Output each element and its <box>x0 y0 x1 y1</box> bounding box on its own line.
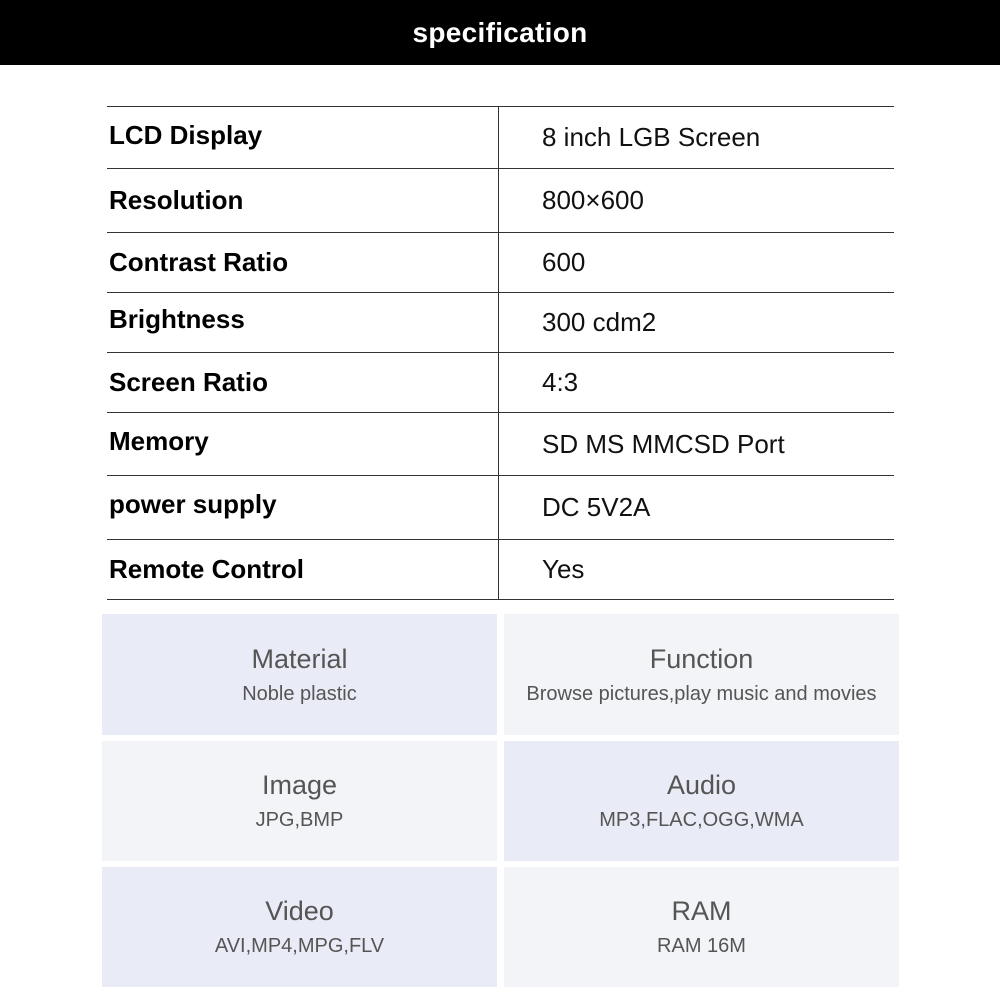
feature-card-audio <box>504 741 899 861</box>
feature-value: Noble plastic <box>242 682 357 705</box>
spec-label: power supply <box>107 476 499 539</box>
feature-value: Browse pictures,play music and movies <box>526 682 877 705</box>
spec-row-memory <box>107 413 894 476</box>
spec-row-brightness <box>107 293 894 353</box>
spec-label: LCD Display <box>107 107 499 168</box>
spec-label: Resolution <box>107 169 499 232</box>
feature-card-video <box>102 867 497 987</box>
spec-value: 600 <box>542 247 586 277</box>
page-title: specification <box>412 16 588 48</box>
spec-value: SD MS MMCSD Port <box>542 428 785 459</box>
spec-row-remote-control <box>107 540 894 600</box>
feature-card-material <box>102 614 497 735</box>
spec-value: DC 5V2A <box>542 492 651 522</box>
feature-title: Material <box>251 643 348 674</box>
spec-value: 4:3 <box>542 367 579 397</box>
spec-row-resolution <box>107 169 894 233</box>
feature-card-ram <box>504 867 899 987</box>
spec-label: Screen Ratio <box>107 353 499 412</box>
feature-card-image <box>102 741 497 861</box>
feature-grid <box>102 614 899 987</box>
spec-row-screen-ratio <box>107 353 894 413</box>
spec-label: Contrast Ratio <box>107 233 499 292</box>
feature-card-function <box>504 614 899 735</box>
feature-value: MP3,FLAC,OGG,WMA <box>599 809 804 831</box>
spec-label: Memory <box>107 413 499 475</box>
feature-title: Function <box>649 643 754 674</box>
spec-value: 800×600 <box>542 185 644 215</box>
feature-value: AVI,MP4,MPG,FLV <box>214 935 385 957</box>
spec-value: 8 inch LGB Screen <box>542 122 761 152</box>
feature-title: Image <box>261 770 338 800</box>
spec-row-contrast-ratio <box>107 233 894 293</box>
page-header <box>0 0 1000 65</box>
feature-title: Audio <box>666 770 737 800</box>
feature-title: Video <box>265 896 334 926</box>
feature-value: JPG,BMP <box>255 809 344 831</box>
spec-label: Remote Control <box>107 540 499 599</box>
spec-label: Brightness <box>107 293 499 352</box>
spec-table <box>107 106 894 600</box>
feature-value: RAM 16M <box>657 935 746 957</box>
spec-value: Yes <box>542 554 585 584</box>
spec-value: 300 cdm2 <box>542 307 657 337</box>
spec-row-lcd-display <box>107 107 894 169</box>
feature-title: RAM <box>671 896 732 926</box>
spec-row-power-supply <box>107 476 894 540</box>
